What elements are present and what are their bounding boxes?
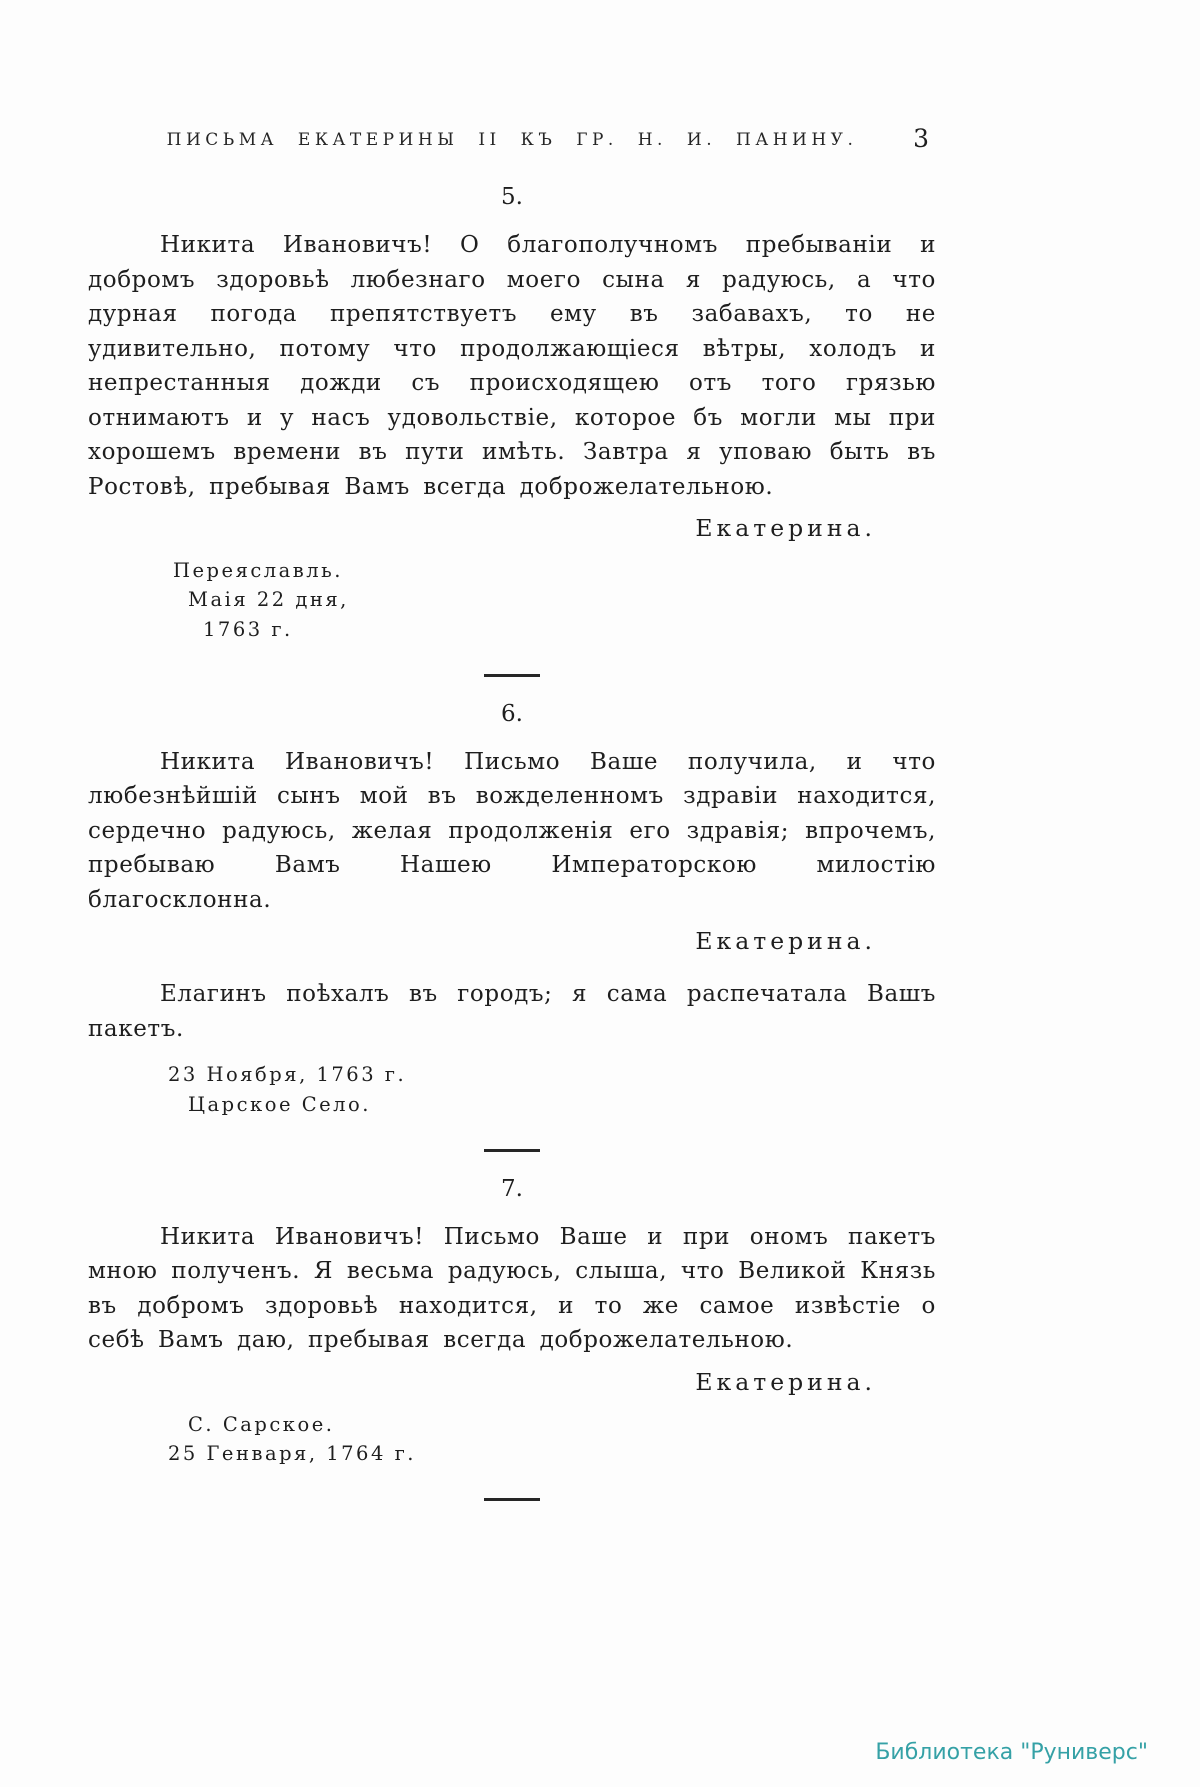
letter-number: 6. [501,700,523,727]
signature: Екатерина. [695,1367,876,1396]
page-header [88,124,936,160]
signature: Екатерина. [695,514,876,542]
library-watermark: Библиотека "Руниверс" [875,1740,1148,1765]
letter-block [88,184,936,644]
dateline-block [88,556,936,644]
letter-number: 5. [501,184,523,210]
running-title: ПИСЬМА ЕКАТЕРИНЫ II КЪ ГР. Н. И. ПАНИНУ. [166,130,858,150]
letter-block [88,701,936,1119]
letter-postscript: Елагинъ поѣхалъ въ городъ; я сама распечатала Вашъ пакетъ. [88,981,936,1042]
dateline-line: Переяславль. [173,559,343,582]
dateline-line: 23 Ноября, 1763 г. [168,1063,407,1087]
dateline-line: С. Сарское. [188,1412,335,1436]
letter-body: Никита Ивановичъ! О благополучномъ пребываніи и добромъ здоровьѣ любезнаго моего сына я радуюсь, а что дурная погода препятствуетъ ему въ забавахъ, то не удивительно, потому что продолжающіеся вѣтры, холодъ и непрестанныя дожди съ происходящею отъ того грязью отнимаютъ и у насъ удовольствіе, которое бъ могли мы при хорошемъ времени въ пути имѣть. Завтра я уповаю быть въ Ростовѣ, пребывая Вамъ всегда доброжелательною. [88,232,936,500]
section-divider [484,1149,540,1152]
section-divider [484,674,540,677]
dateline-line: 1763 г. [203,617,293,641]
dateline-line: 25 Генваря, 1764 г. [168,1442,416,1465]
letter-number: 7. [501,1175,523,1202]
dateline-block [88,1410,936,1469]
text-block [88,0,936,1501]
page-number: 3 [913,124,930,153]
letter-body: Никита Ивановичъ! Письмо Ваше получила, и что любезнѣйшій сынъ мой въ вожделенномъ здравіи находится, сердечно радуюсь, желая продолженія его здравія; впрочемъ, пребываю Вамъ Нашею Императорскою милостію благосклонна. [88,748,936,913]
letter-block [88,1176,936,1469]
signature: Екатерина. [695,927,876,956]
dateline-block [88,1060,936,1119]
letter-body: Никита Ивановичъ! Письмо Ваше и при ономъ пакетъ мною полученъ. Я весьма радуюсь, слыша, что Великой Князь въ добромъ здоровьѣ находится, и то же самое извѣстіе о себѣ Вамъ даю, пребывая всегда доброжелательною. [88,1223,936,1354]
dateline-line: Царское Село. [188,1092,371,1116]
section-divider [484,1498,540,1501]
dateline-line: Маія 22 дня, [188,588,349,612]
